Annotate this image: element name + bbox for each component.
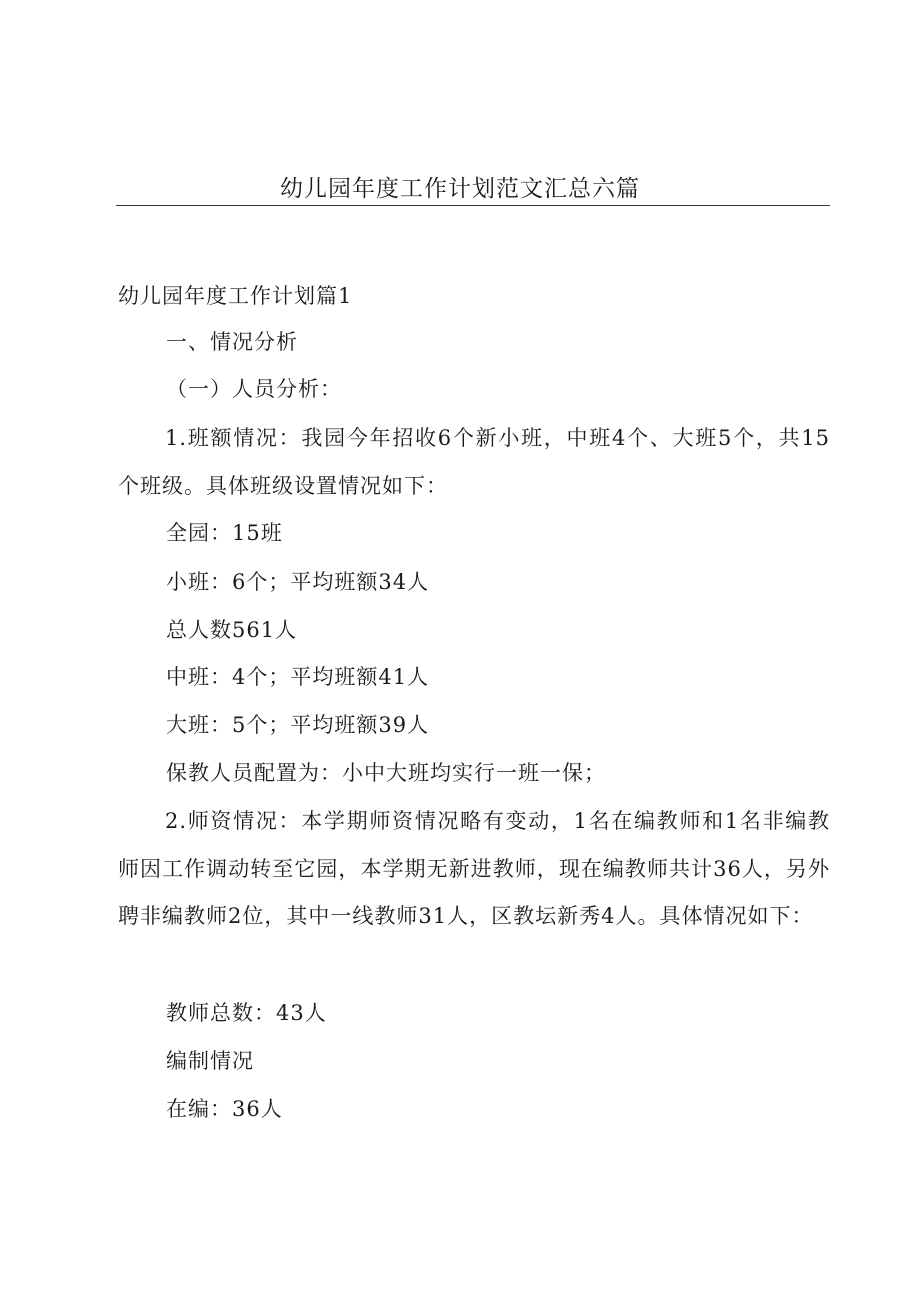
paragraph-teacher-situation: 2.师资情况：本学期师资情况略有变动，1名在编教师和1名非编教师因工作调动转至它园，本学期无新进教师，现在编教师共计36人，另外聘非编教师2位，其中一线教师31人，区教坛新秀4人。具体情况如下：: [118, 809, 830, 928]
list-item-staff-config: 保教人员配置为：小中大班均实行一班一保；: [166, 761, 606, 785]
list-item-small-class: 小班：6个；平均班额34人: [166, 570, 430, 594]
subheading-personnel-analysis: （一）人员分析：: [166, 377, 342, 401]
title-underline: [116, 205, 830, 206]
list-item-staffing: 编制情况: [166, 1049, 254, 1073]
heading-situation-analysis: 一、情况分析: [166, 330, 298, 354]
paragraph-class-situation: 1.班额情况：我园今年招收6个新小班，中班4个、大班5个，共15个班级。具体班级设置情况如下：: [118, 426, 830, 498]
list-item-middle-class: 中班：4个；平均班额41人: [166, 665, 430, 689]
list-item-in-staff: 在编：36人: [166, 1097, 283, 1121]
list-item-large-class: 大班：5个；平均班额39人: [166, 713, 430, 737]
section-heading: 幼儿园年度工作计划篇1: [118, 284, 353, 308]
list-item-total-teachers: 教师总数：43人: [166, 1001, 327, 1025]
document-title: 幼儿园年度工作计划范文汇总六篇: [280, 176, 640, 202]
list-item-whole-kindergarten: 全园：15班: [166, 521, 283, 545]
list-item-total-people: 总人数561人: [166, 618, 298, 642]
